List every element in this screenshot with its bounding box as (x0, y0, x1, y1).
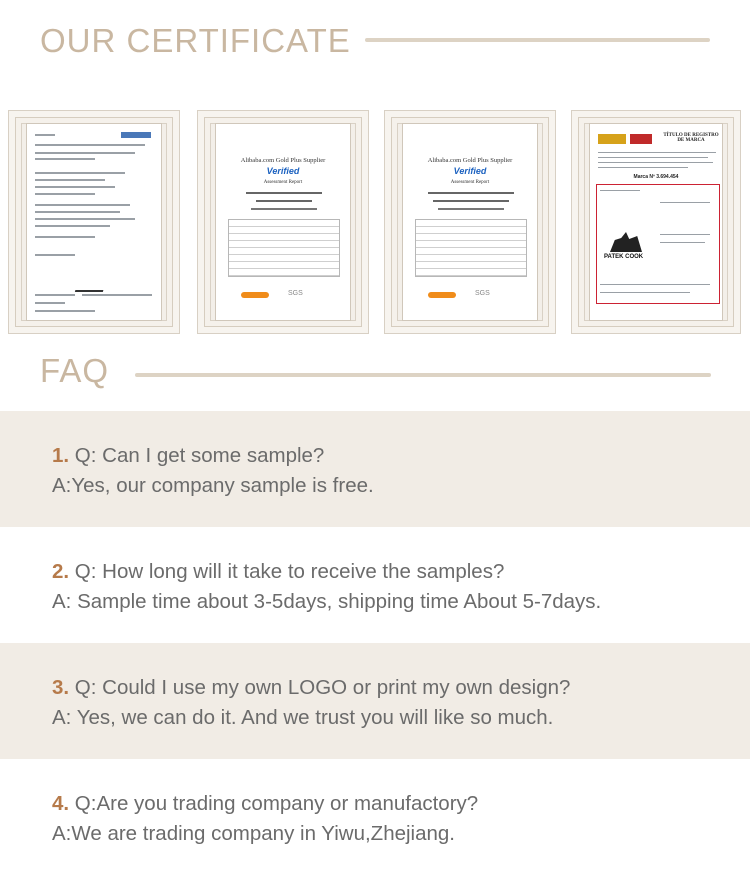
cert3-sgs-mark: SGS (475, 290, 490, 297)
cert3-heading: Alibaba.com Gold Plus Supplier (427, 157, 513, 164)
certificate-document-3 (402, 123, 538, 321)
certificate-document-2 (215, 123, 351, 321)
title-divider (365, 38, 710, 42)
cert4-marca: Marca Nº 3.694.454 (633, 174, 679, 180)
cert2-table (228, 219, 340, 277)
faq-title: FAQ (40, 352, 110, 389)
faq-item-1 (0, 411, 750, 527)
alibaba-logo-icon (428, 292, 456, 298)
certificate-title: OUR CERTIFICATE (40, 22, 351, 59)
faq-divider (135, 373, 711, 377)
cert3-table (415, 219, 527, 277)
cert2-subheading: Assessment Report (263, 180, 303, 185)
faq-answer-2: A: Sample time about 3-5days, shipping time About 5-7days. (52, 590, 602, 613)
faq-question-2: 2. Q: How long will it take to receive the samples? (52, 560, 505, 583)
tuv-logo-icon (121, 132, 151, 138)
cert4-heading: TÍTULO DE REGISTRO DE MARCA (663, 133, 719, 143)
signature-icon (75, 276, 107, 292)
faq-question-4: 4. Q:Are you trading company or manufactory? (52, 792, 479, 815)
office-logo-icon (630, 134, 652, 144)
certificate-frame-1[interactable] (8, 110, 180, 334)
cert3-verified-badge: Verified (453, 166, 487, 176)
faq-answer-3: A: Yes, we can do it. And we trust you will like so much. (52, 706, 554, 729)
faq-item-2 (0, 527, 750, 643)
faq-question-1: 1. Q: Can I get some sample? (52, 444, 325, 467)
alibaba-logo-icon (241, 292, 269, 298)
faq-item-3 (0, 643, 750, 759)
faq-answer-1: A:Yes, our company sample is free. (52, 474, 374, 497)
spain-emblem-icon (598, 134, 626, 144)
certificate-frame-2[interactable] (197, 110, 369, 334)
certificate-frame-3[interactable] (384, 110, 556, 334)
certificate-document-1 (26, 123, 162, 321)
faq-question-3: 3. Q: Could I use my own LOGO or print my own design? (52, 676, 571, 699)
certificate-document-4 (589, 123, 723, 321)
faq-answer-4: A:We are trading company in Yiwu,Zhejiang. (52, 822, 456, 845)
cert4-brand: PATEK COOK (604, 254, 644, 260)
certificate-frame-4[interactable] (571, 110, 741, 334)
cert2-verified-badge: Verified (266, 166, 300, 176)
cert3-subheading: Assessment Report (450, 180, 490, 185)
cert2-heading: Alibaba.com Gold Plus Supplier (240, 157, 326, 164)
cert2-sgs-mark: SGS (288, 290, 303, 297)
faq-item-4 (0, 759, 750, 875)
